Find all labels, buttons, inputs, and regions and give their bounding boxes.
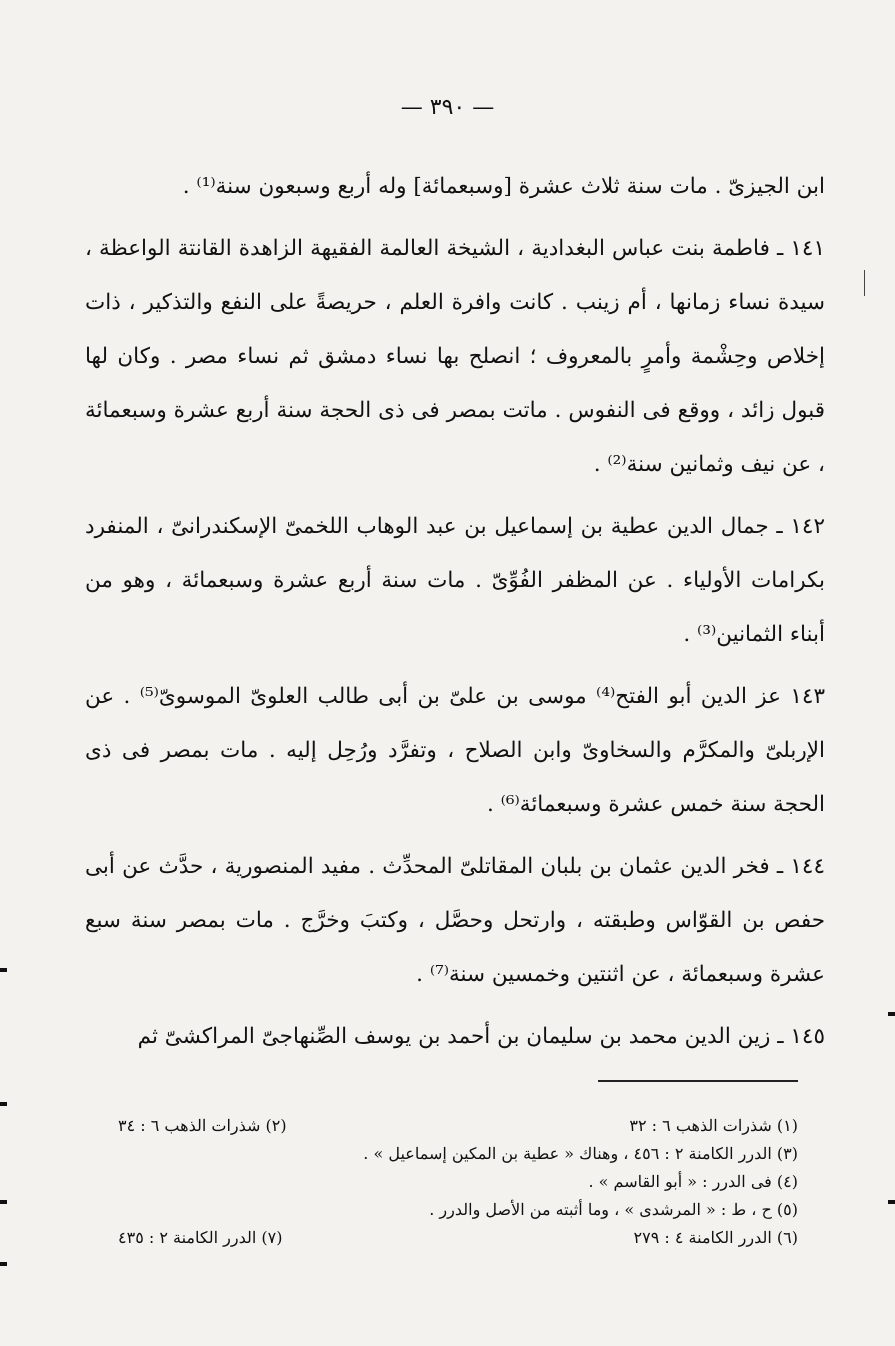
margin-mark xyxy=(864,270,865,296)
entry-142: ١٤٢ ـ جمال الدين عطية بن إسماعيل بن عبد الوهاب اللخمىّ الإسكندرانىّ ، المنفرد بكرامات الأولياء . عن المظفر الفُوِّىّ . مات سنة أربع عشرة وسبعمائة ، وهو من أبناء الثمانين⁽³⁾ . xyxy=(85,514,825,647)
page-number: — ٣٩٠ — xyxy=(400,95,495,120)
footnote-row xyxy=(118,1112,798,1140)
entry-144: ١٤٤ ـ فخر الدين عثمان بن بلبان المقاتلىّ المحدِّث . مفيد المنصورية ، حدَّث عن أبى حفص بن القوّاس وطبقته ، وارتحل وحصَّل ، وكتبَ وخرَّج . مات بمصر سنة سبع عشرة وسبعمائة ، عن اثنتين وخمسين سنة⁽⁷⁾ . xyxy=(85,854,825,987)
footnote-4: (٤) فى الدرر : « أبو القاسم » . xyxy=(588,1172,798,1191)
footnote-2: (٢) شذرات الذهب ٦ : ٣٤ xyxy=(118,1116,287,1135)
margin-mark xyxy=(888,1200,895,1204)
entry-143: ١٤٣ عز الدين أبو الفتح⁽⁴⁾ موسى بن علىّ بن أبى طالب العلوىّ الموسوىّ⁽⁵⁾ . عن الإربلىّ والمكرَّم والسخاوىّ وابن الصلاح ، وتفرَّد ورُحِل إليه . مات بمصر فى ذى الحجة سنة خمس عشرة وسبعمائة⁽⁶⁾ . xyxy=(85,684,826,817)
footnote-7: (٧) الدرر الكامنة ٢ : ٤٣٥ xyxy=(118,1228,283,1247)
margin-mark xyxy=(0,1200,7,1204)
footnote-3: (٣) الدرر الكامنة ٢ : ٤٥٦ ، وهناك « عطية بن المكين إسماعيل » . xyxy=(363,1144,798,1163)
footnote-5: (٥) ح ، ط : « المرشدى » ، وما أثبته من الأصل والدرر . xyxy=(429,1200,798,1219)
margin-mark xyxy=(0,968,7,972)
margin-mark xyxy=(888,1012,895,1016)
entry-141: ١٤١ ـ فاطمة بنت عباس البغدادية ، الشيخة العالمة الفقيهة الزاهدة القانتة الواعظة ، سيدة نساء زمانها ، أم زينب . كانت وافرة العلم ، حريصةً على النفع والتذكير ، ذات إخلاص وحِشْمة وأمرٍ بالمعروف ؛ انصلح بها نساء دمشق ثم نساء مصر . وكان لها قبول زائد ، ووقع فى النفوس . ماتت بمصر فى ذى الحجة سنة أربع عشرة وسبعمائة ، عن نيف وثمانين سنة⁽²⁾ . xyxy=(85,236,825,477)
entry-145: ١٤٥ ـ زين الدين محمد بن سليمان بن أحمد بن يوسف الصِّنهاجىّ المراكشىّ ثم xyxy=(137,1024,825,1049)
main-text xyxy=(85,160,825,1072)
footnote-row xyxy=(118,1224,798,1252)
footnotes xyxy=(118,1112,798,1252)
margin-mark xyxy=(0,1102,7,1106)
footnote-separator xyxy=(598,1080,798,1082)
paragraph-continuation: ابن الجيزىّ . مات سنة ثلاث عشرة [وسبعمائة] وله أربع وسبعون سنة⁽¹⁾ . xyxy=(182,174,825,199)
footnote-1: (١) شذرات الذهب ٦ : ٣٢ xyxy=(629,1116,798,1135)
margin-mark xyxy=(0,1262,7,1266)
footnote-6: (٦) الدرر الكامنة ٤ : ٢٧٩ xyxy=(633,1228,798,1247)
